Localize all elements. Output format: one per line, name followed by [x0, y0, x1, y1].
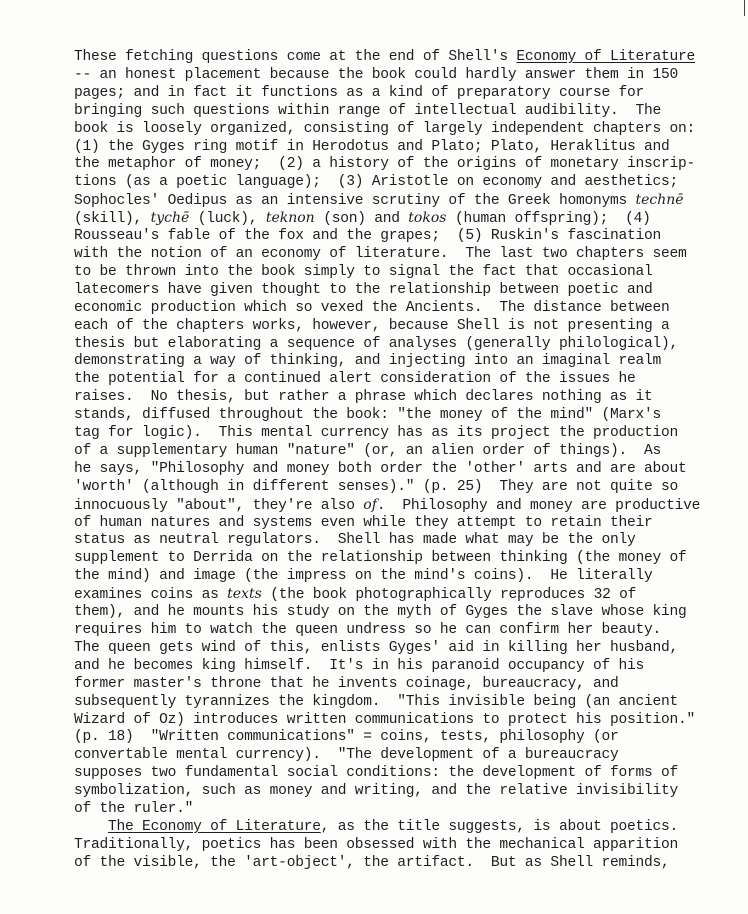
- paragraph-1: [74, 49, 744, 819]
- paragraph-1-line: [74, 139, 744, 157]
- paragraph-1-line: [74, 622, 744, 640]
- text-run: and he becomes king himself. It's in his paranoid occupancy of his: [74, 657, 645, 674]
- text-run: (the book photographically reproduces 32 of: [261, 587, 637, 604]
- paragraph-1-line: [74, 676, 744, 694]
- text-run: he says, "Philosophy and money both order the 'other' arts and are about: [74, 460, 687, 477]
- text-run: stands, diffused throughout the book: "the money of the mind" (Marx's: [74, 407, 662, 424]
- paragraph-1-line: [74, 783, 744, 801]
- text-run: The queen gets wind of this, enlists Gyges' aid in killing her husband,: [74, 639, 679, 656]
- paragraph-1-line: [74, 103, 744, 121]
- text-run: of human natures and systems even while they attempt to retain their: [74, 514, 653, 531]
- text-run: them), and he mounts his study on the myth of Gyges the slave whose king: [74, 604, 687, 621]
- paragraph-1-line: [74, 604, 744, 622]
- italic-term: of: [363, 496, 377, 513]
- paragraph-1-line: [74, 192, 744, 210]
- paragraph-1-line: [74, 246, 744, 264]
- paragraph-1-line: [74, 586, 744, 604]
- book-title: Economy of Literature: [516, 49, 696, 65]
- paragraph-1-line: [74, 461, 744, 479]
- paragraph-1-line: [74, 49, 744, 67]
- book-title: The Economy of Literature: [108, 818, 321, 835]
- paragraph-2-line: [74, 819, 744, 837]
- text-run: (1) the Gyges ring motif in Herodotus and Plato; Plato, Heraklitus and: [74, 138, 670, 155]
- text-run: Sophocles' Oedipus as an intensive scrutiny of the Greek homonyms: [74, 193, 636, 210]
- paragraph-1-line: [74, 318, 744, 336]
- text-run: Traditionally, poetics has been obsessed with the mechanical apparition: [74, 836, 679, 853]
- paragraph-1-line: [74, 694, 744, 712]
- text-run: former master's throne that he invents coinage, bureaucracy, and: [74, 675, 619, 692]
- text-run: , as the title suggests, is about poetics.: [320, 818, 679, 835]
- text-run: (son) and: [314, 211, 409, 228]
- paragraph-1-line: [74, 479, 744, 497]
- paragraph-1-line: [74, 121, 744, 139]
- text-run: . Philosophy and money are productive: [376, 497, 701, 514]
- text-run: bringing such questions within range of intellectual audibility. The: [74, 102, 662, 119]
- text-run: thesis but elaborating a sequence of analyses (generally philological),: [74, 335, 679, 352]
- text-run: raises. No thesis, but rather a phrase which declares nothing as it: [74, 389, 653, 406]
- paragraph-1-line: [74, 640, 744, 658]
- text-run: latecomers have given thought to the relationship between poetic and: [74, 281, 653, 298]
- paragraph-1-line: [74, 658, 744, 676]
- paragraph-1-line: [74, 371, 744, 389]
- paragraph-1-line: [74, 282, 744, 300]
- paragraph-1-line: [74, 532, 744, 550]
- page-edge-mark: [744, 0, 745, 16]
- paragraph-1-line: [74, 389, 744, 407]
- paragraph-1-line: [74, 443, 744, 461]
- paragraph-1-line: [74, 515, 744, 533]
- text-run: of a supplementary human "nature" (or, an alien order of things). As: [74, 442, 662, 459]
- text-run: the mind) and image (the impress on the mind's coins). He literally: [74, 568, 653, 585]
- text-run: convertable mental currency). "The development of a bureaucracy: [74, 747, 619, 764]
- text-run: -- an honest placement because the book could hardly answer them in 150: [74, 66, 679, 83]
- text-run: the potential for a continued alert consideration of the issues he: [74, 371, 636, 388]
- paragraph-1-line: [74, 156, 744, 174]
- text-run: each of the chapters works, however, because Shell is not presenting a: [74, 317, 670, 334]
- text-run: examines coins as: [74, 587, 228, 604]
- text-run: (human offspring); (4): [446, 211, 651, 228]
- text-run: subsequently tyrannizes the kingdom. "This invisible being (an ancient: [74, 693, 679, 710]
- paragraph-1-line: [74, 801, 744, 819]
- text-run: to be thrown into the book simply to signal the fact that occasional: [74, 263, 653, 280]
- text-run: economic production which so vexed the Ancients. The distance between: [74, 299, 670, 316]
- paragraph-2: [74, 819, 744, 873]
- paragraph-1-line: [74, 568, 744, 586]
- paragraph-1-line: [74, 407, 744, 425]
- text-run: supposes two fundamental social conditions: the development of forms of: [74, 765, 679, 782]
- italic-term: texts: [227, 586, 262, 603]
- italic-term: tokos: [408, 210, 447, 227]
- paragraph-1-line: [74, 765, 744, 783]
- text-run: (p. 18) "Written communications" = coins, tests, philosophy (or: [74, 729, 619, 746]
- paragraph-1-line: [74, 550, 744, 568]
- paragraph-1-line: [74, 174, 744, 192]
- paragraph-1-line: [74, 425, 744, 443]
- text-run: [74, 819, 108, 835]
- italic-term: technē: [635, 192, 684, 209]
- italic-term: tychē: [150, 210, 190, 227]
- text-run: innocuously "about", they're also: [74, 497, 364, 514]
- text-run: supplement to Derrida on the relationship between thinking (the money of: [74, 550, 687, 567]
- text-run: demonstrating a way of thinking, and injecting into an imaginal realm: [74, 353, 662, 370]
- paragraph-1-line: [74, 729, 744, 747]
- text-run: book is loosely organized, consisting of largely independent chapters on:: [74, 120, 696, 137]
- paragraph-1-line: [74, 300, 744, 318]
- paragraph-1-line: [74, 210, 744, 228]
- italic-term: teknon: [265, 210, 315, 227]
- text-run: 'worth' (although in different senses)." (p. 25) They are not quite so: [74, 478, 679, 495]
- text-run: symbolization, such as money and writing, and the relative invisibility: [74, 783, 679, 800]
- paragraph-1-line: [74, 228, 744, 246]
- text-run: tag for logic). This mental currency has as its project the production: [74, 425, 679, 442]
- text-run: (luck),: [189, 211, 266, 228]
- text-run: Wizard of Oz) introduces written communications to protect his position.": [74, 711, 696, 728]
- paragraph-2-line: [74, 855, 744, 873]
- text-run: with the notion of an economy of literature. The last two chapters seem: [74, 245, 687, 262]
- text-run: tions (as a poetic language); (3) Aristotle on economy and aesthetics;: [74, 174, 679, 191]
- paragraph-1-line: [74, 67, 744, 85]
- paragraph-2-line: [74, 837, 744, 855]
- paragraph-1-line: [74, 264, 744, 282]
- text-run: of the ruler.": [74, 801, 194, 818]
- paragraph-1-line: [74, 85, 744, 103]
- text-run: pages; and in fact it functions as a kind of preparatory course for: [74, 84, 645, 101]
- review-text: [74, 49, 744, 873]
- text-run: Rousseau's fable of the fox and the grapes; (5) Ruskin's fascination: [74, 228, 662, 245]
- paragraph-1-line: [74, 353, 744, 371]
- text-run: of the visible, the 'art-object', the artifact. But as Shell reminds,: [74, 854, 670, 871]
- text-run: (skill),: [74, 211, 151, 228]
- paragraph-1-line: [74, 712, 744, 730]
- text-run: These fetching questions come at the end of Shell's: [74, 49, 517, 65]
- text-run: requires him to watch the queen undress so he can confirm her beauty.: [74, 622, 662, 638]
- text-run: the metaphor of money; (2) a history of the origins of monetary inscrip-: [74, 156, 696, 173]
- paragraph-1-line: [74, 747, 744, 765]
- paragraph-1-line: [74, 497, 744, 515]
- paragraph-1-line: [74, 336, 744, 354]
- text-run: status as neutral regulators. Shell has made what may be the only: [74, 532, 636, 549]
